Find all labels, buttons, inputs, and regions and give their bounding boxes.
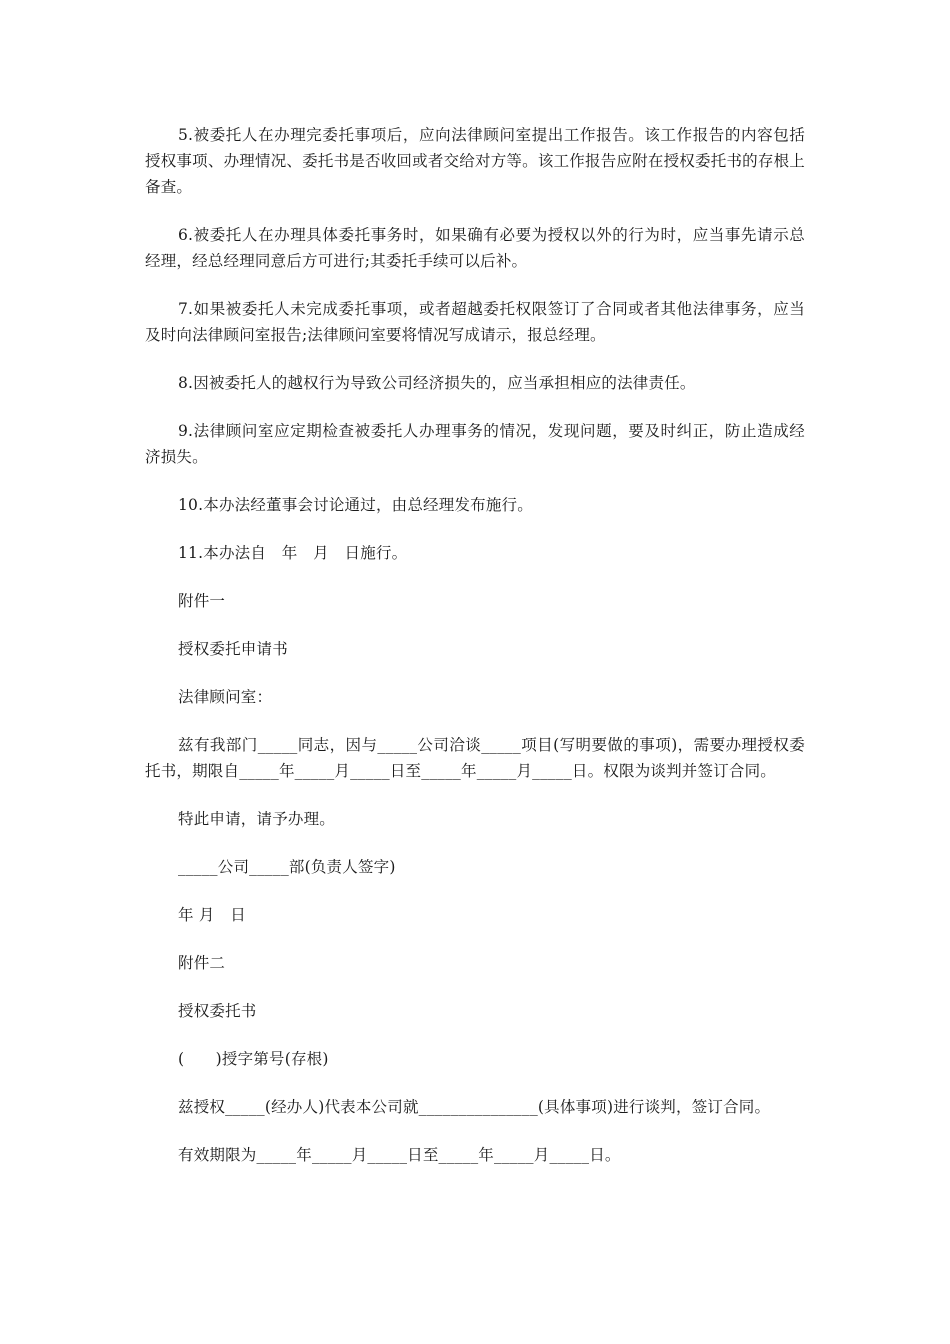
addressee: 法律顾问室：	[178, 688, 273, 706]
attachment-1-title: 授权委托申请书	[178, 640, 288, 658]
attachment-1-label: 附件一	[178, 592, 226, 610]
clause-6: 6.被委托人在办理具体委托事务时，如果确有必要为授权以外的行为时，应当事先请示总经理，经总经理同意后方可进行;其委托手续可以后补。	[145, 226, 805, 270]
date-line: 年 月 日	[178, 906, 246, 924]
attachment-2-title: 授权委托书	[178, 1002, 257, 1020]
authorization-number: ( )授字第号(存根)	[178, 1050, 329, 1068]
clause-5: 5.被委托人在办理完委托事项后，应向法律顾问室提出工作报告。该工作报告的内容包括授权事项、办理情况、委托书是否收回或者交给对方等。该工作报告应附在授权委托书的存根上备查。	[145, 126, 805, 196]
clause-7: 7.如果被委托人未完成委托事项，或者超越委托权限签订了合同或者其他法律事务，应当及时向法律顾问室报告;法律顾问室要将情况写成请示，报总经理。	[145, 300, 805, 344]
application-body: 兹有我部门_____同志，因与_____公司洽谈_____项目(写明要做的事项)，需要办理授权委托书，期限自_____年_____月_____日至_____年_____月_____日。权限为谈判并签订合同。	[145, 736, 805, 780]
signature-line: _____公司_____部(负责人签字)	[178, 858, 396, 876]
validity-period: 有效期限为_____年_____月_____日至_____年_____月_____日。	[178, 1146, 621, 1164]
authorization-body: 兹授权_____(经办人)代表本公司就_______________(具体事项)进行谈判，签订合同。	[178, 1098, 771, 1116]
attachment-2-label: 附件二	[178, 954, 226, 972]
clause-11: 11.本办法自 年 月 日施行。	[178, 544, 408, 562]
clause-10: 10.本办法经董事会讨论通过，由总经理发布施行。	[178, 496, 533, 514]
clause-8: 8.因被委托人的越权行为导致公司经济损失的，应当承担相应的法律责任。	[178, 374, 696, 392]
application-closing: 特此申请，请予办理。	[178, 810, 336, 828]
clause-9: 9.法律顾问室应定期检查被委托人办理事务的情况，发现问题，要及时纠正，防止造成经济损失。	[145, 422, 805, 466]
